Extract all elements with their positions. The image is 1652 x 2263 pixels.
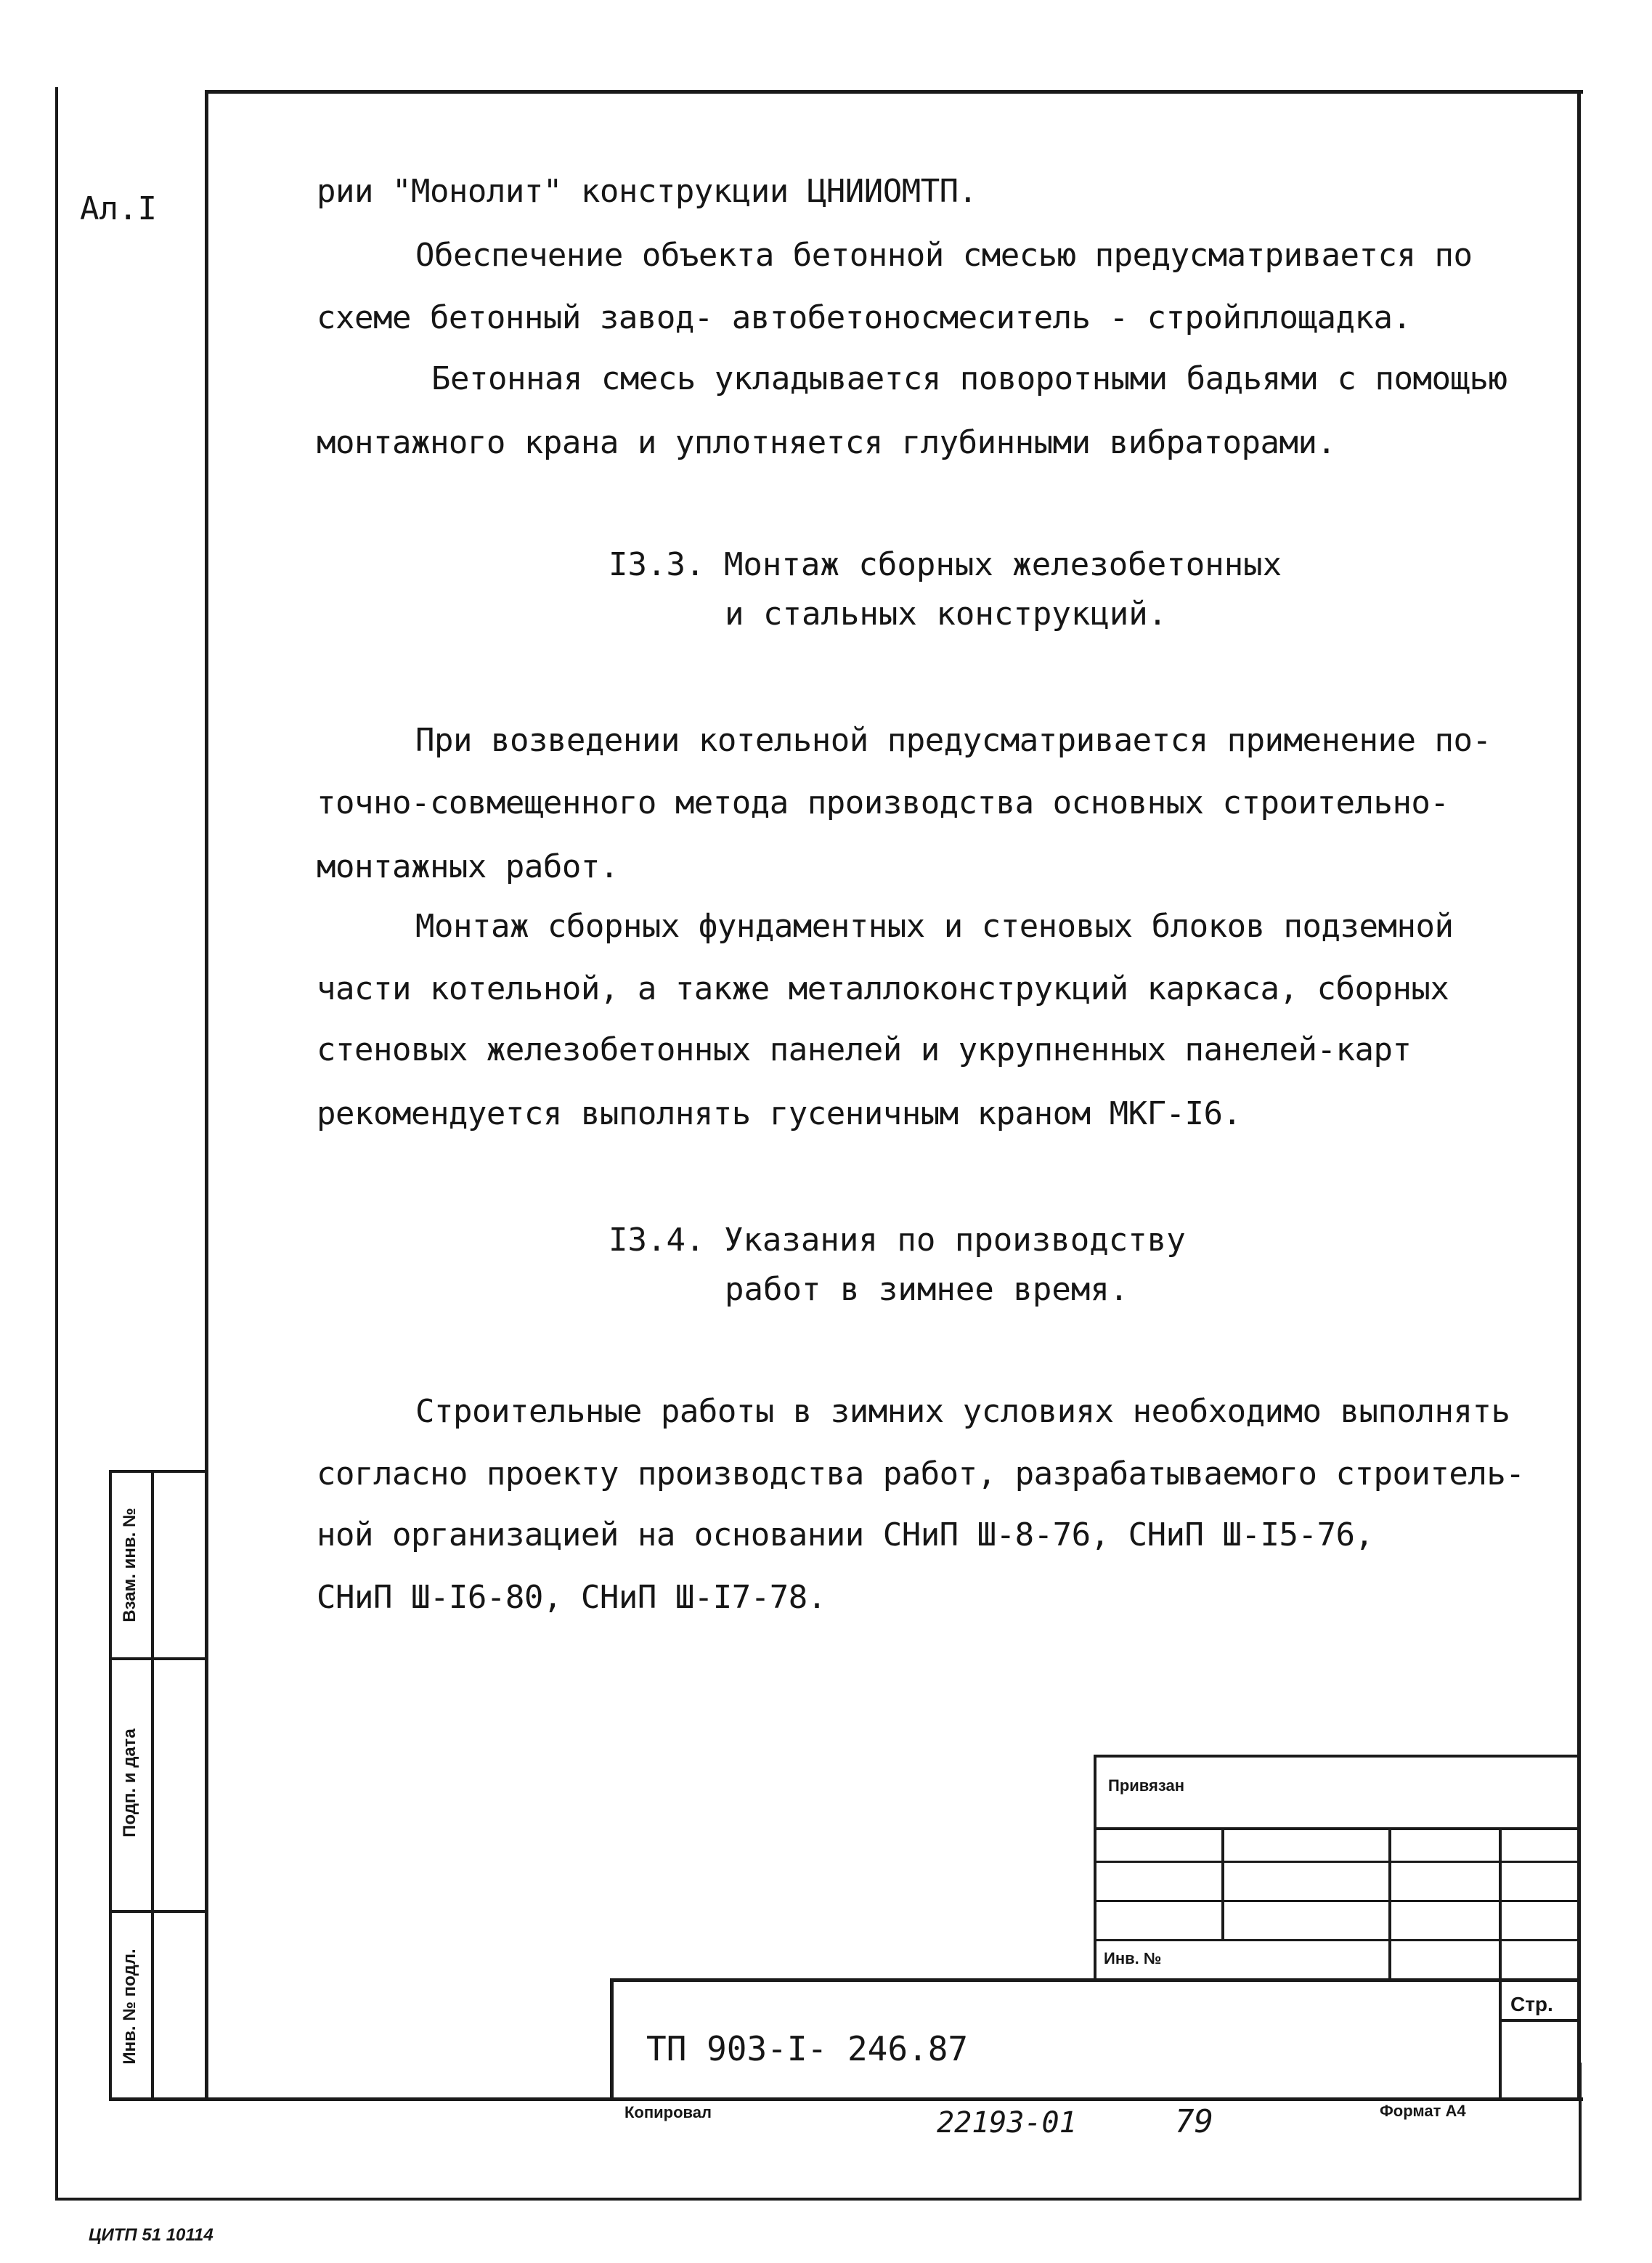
side-stamp-top <box>109 1470 206 1473</box>
tb-row-2 <box>1094 1861 1580 1863</box>
tb-row-3 <box>1094 1900 1580 1902</box>
paragraph-line: точно-совмещенного метода производства основных строительно- <box>317 784 1449 821</box>
tb-row-1 <box>1094 1827 1580 1830</box>
side-stamp-divider <box>151 1470 154 2100</box>
paragraph-line: монтажных работ. <box>317 848 619 885</box>
side-stamp-row-1 <box>109 1657 206 1660</box>
tb-page-cell-divider <box>1499 2019 1580 2022</box>
footer-format-label: Формат А4 <box>1380 2102 1466 2120</box>
side-stamp-vzam-inv: Взам. инв. № <box>120 1508 139 1622</box>
paragraph-line: ной организацией на основании СНиП Ш-8-76, СНиП Ш-I5-76, <box>317 1516 1374 1553</box>
tb-privyazan-label: Привязан <box>1108 1776 1185 1795</box>
paragraph-line: Обеспечение объекта бетонной смесью предусматривается по <box>415 237 1473 274</box>
paragraph-line: стеновых железобетонных панелей и укрупненных панелей-карт <box>317 1031 1412 1068</box>
frame-right <box>1577 90 1581 2100</box>
tb-main-left <box>610 1978 614 2100</box>
paragraph-line: При возведении котельной предусматривается применение по- <box>415 722 1492 759</box>
paragraph-line: рекомендуется выполнять гусеничным краном МКГ-I6. <box>317 1095 1242 1132</box>
section-heading: I3.3. Монтаж сборных железобетонных <box>609 546 1282 583</box>
tb-row-4 <box>1094 1939 1580 1941</box>
section-heading-cont: работ в зимнее время. <box>725 1271 1129 1308</box>
outer-bottom-border <box>55 2198 1580 2201</box>
frame-bottom <box>109 2097 1583 2101</box>
side-stamp-row-2 <box>109 1910 206 1913</box>
paragraph-line: части котельной, а также металлоконструкций каркаса, сборных <box>317 970 1449 1007</box>
tb-upper-left <box>1094 1755 1096 1981</box>
tb-col-1 <box>1221 1827 1224 1941</box>
paragraph-line: Монтаж сборных фундаментных и стеновых блоков подземной <box>415 908 1454 945</box>
paragraph-line: согласно проекту производства работ, разрабатываемого строитель- <box>317 1455 1525 1492</box>
paragraph-line: рии "Монолит" конструкции ЦНИИОМТП. <box>317 173 977 210</box>
tb-col-3 <box>1499 1827 1502 2100</box>
tb-main-top <box>610 1978 1580 1982</box>
outer-left-border <box>55 87 58 2201</box>
frame-left <box>205 90 208 2100</box>
section-heading: I3.4. Указания по производству <box>609 1222 1186 1259</box>
footer-page-number: 79 <box>1175 2103 1213 2140</box>
paragraph-line: схеме бетонный завод- автобетоносмеситель - стройплощадка. <box>317 299 1412 336</box>
printer-mark: ЦИТП 51 10114 <box>89 2225 213 2245</box>
footer-order-number: 22193-01 <box>937 2106 1077 2140</box>
tb-upper-top <box>1094 1755 1580 1758</box>
side-stamp-inv-podl: Инв. № подл. <box>120 1949 139 2065</box>
margin-note: Ал.I <box>80 190 157 227</box>
tb-inv-no-label: Инв. № <box>1104 1949 1162 1967</box>
paragraph-line: Бетонная смесь укладывается поворотными бадьями с помощью <box>431 360 1507 397</box>
frame-top <box>206 90 1583 94</box>
side-stamp-left <box>109 1470 112 2100</box>
tb-col-2 <box>1388 1827 1391 1981</box>
paragraph-line: СНиП Ш-I6-80, СНиП Ш-I7-78. <box>317 1579 826 1616</box>
footer-copied-label: Копировал <box>624 2103 712 2121</box>
paragraph-line: монтажного крана и уплотняется глубинными вибраторами. <box>317 424 1336 461</box>
paragraph-line: Строительные работы в зимних условиях необходимо выполнять <box>415 1393 1510 1430</box>
section-heading-cont: и стальных конструкций. <box>725 596 1168 633</box>
side-stamp-podp-data: Подп. и дата <box>120 1728 139 1837</box>
tb-page-label: Стр. <box>1510 1993 1553 2015</box>
tb-doc-code: ТП 903-I- 246.87 <box>646 2029 969 2068</box>
